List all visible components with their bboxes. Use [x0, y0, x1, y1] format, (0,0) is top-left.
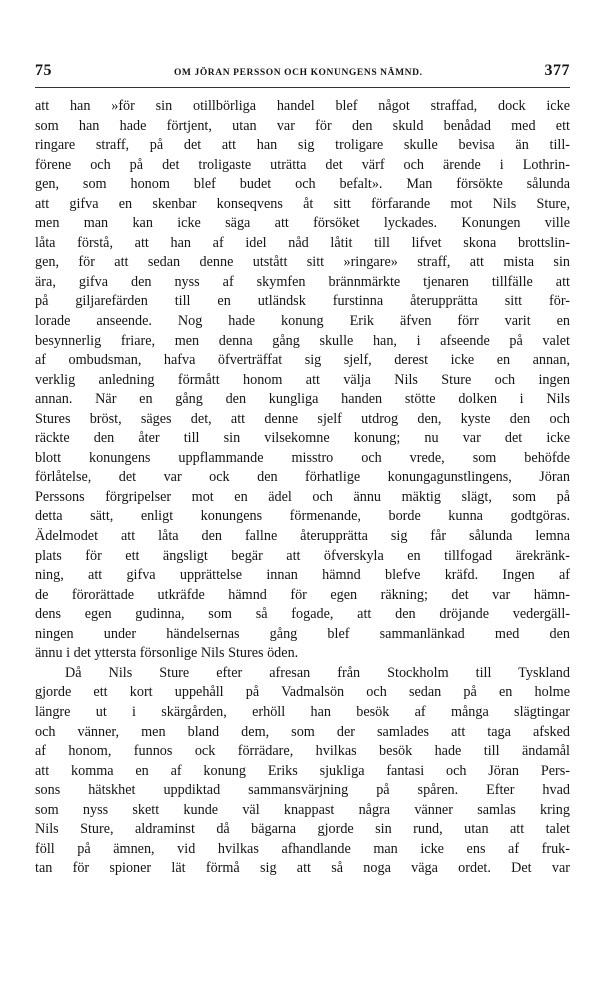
text-line: på giljarefärden till en utländsk furstinna återupprätta sitt för- [35, 293, 570, 310]
text-line: besynnerlig friare, men denna gång skulle han, i afseende på valet [35, 332, 570, 349]
text-line: men man kan icke säga att försöket lyckades. Konungen ville [35, 215, 570, 232]
text-line: att gifva en skenbar konseqvens åt sitt förfarande mot Nils Sture, [35, 195, 570, 212]
text-line: att han »för sin otillbörliga handel blef något straffad, dock icke [35, 98, 570, 114]
text-line: och vänner, men bland dem, som der samlades att taga afsked [35, 723, 570, 740]
text-line: att komma en af konung Eriks sjukliga fantasi och Jöran Pers- [35, 762, 570, 779]
text-line: de förorättade utkräfde hämnd för egen räkning; det var hämn- [35, 586, 570, 603]
text-line: annan. När en gång den kungliga handen stötte dolken i Nils [35, 391, 570, 408]
text-line: Ädelmodet att låta den fallne återupprätta sig får sålunda lemna [35, 528, 570, 545]
text-line: gen, för att sedan denne utstått sitt »ringare» straff, att mista sin [35, 254, 570, 271]
text-line: lorade anseende. Nog hade konung Erik äfven förr varit en [35, 313, 570, 330]
text-line: räckte den åter till sin vilsekomne konung; nu var det icke [35, 430, 570, 447]
text-line: ning, att gifva upprättelse innan hämnd blefve kräfd. Ingen af [35, 567, 570, 584]
text-line: gjorde ett kort uppehåll på Vadmalsön och sedan på en holme [35, 684, 570, 701]
text-line: förene och på det troligaste uträtta det värf och ärende i Lothrin- [35, 156, 570, 173]
text-line: ära, gifva den nyss af skymfen brännmärkte tjenaren tillfälle att [35, 273, 570, 290]
text-line: af ombudsman, hafva öfverträffat sig sjelf, derest icke en annan, [35, 352, 570, 369]
text-line: som nyss skett kunde väl knappast några vänner samlas kring [35, 801, 570, 818]
text-line: detta sätt, enligt konungens förmenande, borde kunna godtgöras. [35, 508, 570, 525]
text-line: Perssons förgripelser mot en ädel och ännu mäktig slägt, som på [35, 488, 570, 505]
text-line: af honom, funnos ock förrädare, hvilkas besök hade till ändamål [35, 743, 570, 760]
text-line: verklig anledning förmått honom att välja Nils Sture och ingen [35, 371, 570, 388]
body-text [35, 97, 570, 879]
text-line: låta förstå, att han af idel nåd låtit till lifvet skona brottslin- [35, 234, 570, 251]
text-line: Nils Sture, aldraminst då bägarna gjorde sin rund, utan att talet [35, 821, 570, 838]
text-line: längre ut i skärgården, erhöll han besök af många slägtingar [35, 703, 570, 720]
text-line: sons hätskhet uppdiktad sammansvärjning på spåren. Efter hvad [35, 782, 570, 799]
text-line: plats för ett ängsligt begär att öfverskyla en tillfogad ärekränk- [35, 547, 570, 564]
text-line: Då Nils Sture efter afresan från Stockholm till Tyskland [65, 664, 570, 681]
running-title: OM JÖRAN PERSSON OCH KONUNGENS NÄMND. [173, 68, 423, 78]
book-page [35, 62, 570, 879]
page-number-right: 377 [544, 62, 570, 79]
text-line: föll på ämnen, vid hvilkas afhandlande man icke ens af fruk- [35, 840, 570, 857]
text-line: förlåtelse, det var ock den förhatlige konungagunstlingens, Jöran [35, 469, 570, 486]
running-header [35, 62, 570, 88]
text-line: tan för spioner lät förmå sig att så noga väga ordet. Det var [35, 860, 570, 877]
text-line: som han hade förtjent, utan var för den skuld benådad med ett [35, 117, 570, 134]
text-line: gen, som honom blef budet och befalt». Man försökte sålunda [35, 176, 570, 193]
text-line: blott konungens uppflammande misstro och vrede, som behöfde [35, 449, 570, 466]
text-line: ringare straff, på det att han sig troligare skulle bevisa än till- [35, 137, 570, 154]
text-line: dens egen gudinna, som så fogade, att den dröjande vedergäll- [35, 606, 570, 623]
text-line: Stures bröst, säges det, att denne sjelf utdrog den, kyste den och [35, 410, 570, 427]
text-line: ningen under händelsernas gång blef sammanlänkad med den [35, 625, 570, 642]
text-line: ännu i det yttersta försonlige Nils Stures öden. [35, 645, 299, 662]
page-number-left: 75 [35, 62, 52, 79]
